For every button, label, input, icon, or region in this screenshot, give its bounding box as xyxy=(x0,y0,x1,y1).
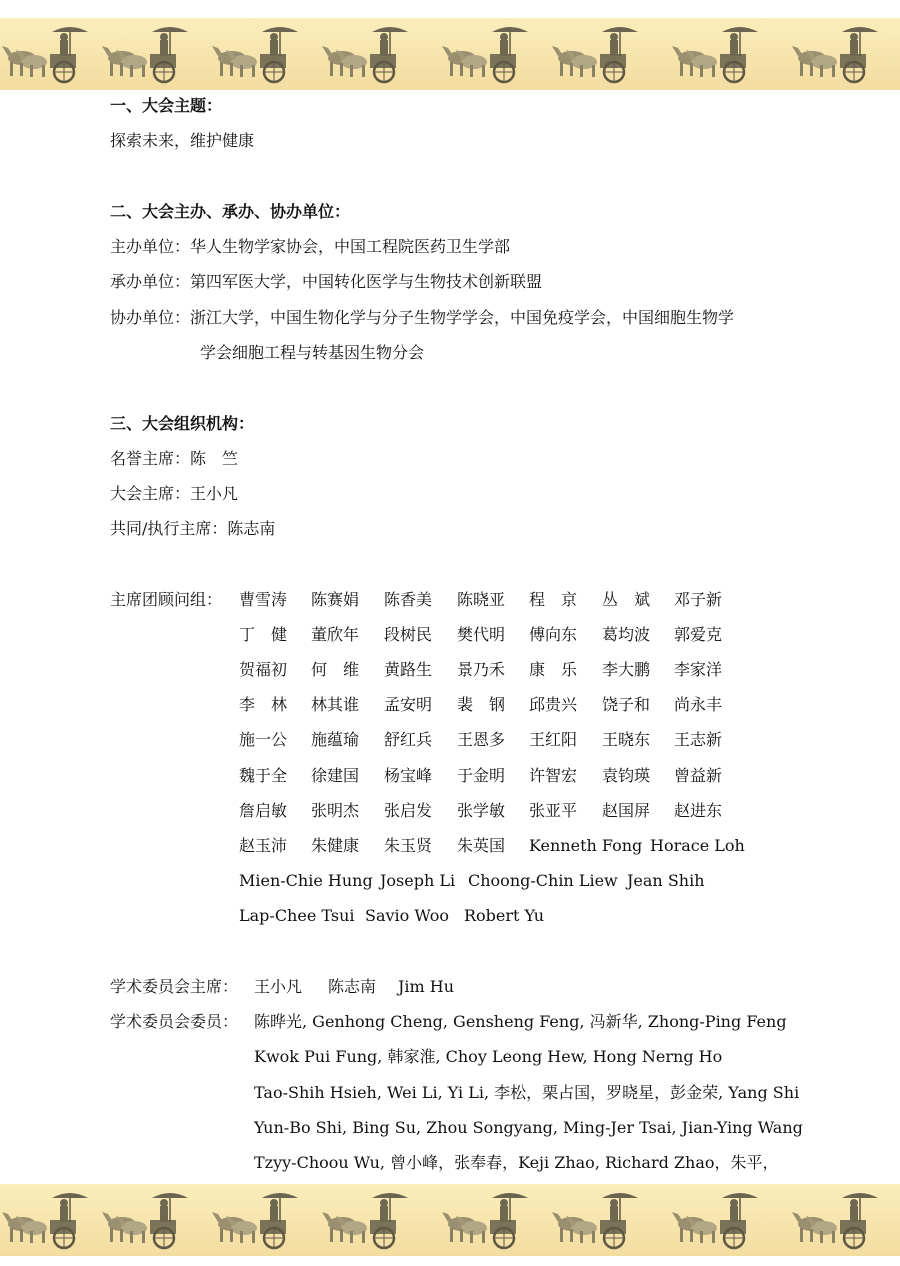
advisory-member-name: 程 京 xyxy=(529,590,578,609)
co-chair-row xyxy=(110,519,275,539)
advisory-member-name: 李 林 xyxy=(239,695,288,714)
advisory-member-name: Choong-Chin Liew xyxy=(468,871,618,890)
advisory-member-name: 景乃禾 xyxy=(457,660,506,679)
conference-chair-label: 大会主席： xyxy=(110,484,191,503)
organizer-units-row xyxy=(110,272,542,292)
co-organizer-value-line1: 浙江大学，中国生物化学与分子生物学学会，中国免疫学会，中国细胞生物学 xyxy=(190,308,735,327)
advisory-member-name: 林其谁 xyxy=(311,695,360,714)
advisory-member-name: 邓子新 xyxy=(674,590,723,609)
academic-member-line: Tao-Shih Hsieh, Wei Li, Yi Li, 李松，栗占国，罗晓星，彭金荣, Yang Shi xyxy=(254,1083,800,1102)
advisory-member-name: 李大鹏 xyxy=(602,660,651,679)
advisory-member-name: 张明杰 xyxy=(311,801,360,820)
academic-chair-row xyxy=(110,977,238,997)
advisory-member-name: 施一公 xyxy=(239,730,288,749)
co-chair-label: 共同/执行主席： xyxy=(110,519,228,538)
academic-member-line: Tzyy-Choou Wu, 曾小峰，张奉春，Keji Zhao, Richard Zhao，朱平， xyxy=(254,1153,779,1172)
advisory-member-name: 郭爱克 xyxy=(674,625,723,644)
advisory-group-label: 主席团顾问组： xyxy=(110,590,223,609)
academic-member-line: Yun-Bo Shi, Bing Su, Zhou Songyang, Ming-Jer Tsai, Jian-Ying Wang xyxy=(254,1118,803,1137)
advisory-member-name: 赵玉沛 xyxy=(239,836,288,855)
section3-heading: 三、大会组织机构： xyxy=(110,414,255,433)
advisory-member-name: 王志新 xyxy=(674,730,723,749)
host-units-row xyxy=(110,237,510,257)
academic-member-line: 陈晔光, Genhong Cheng, Gensheng Feng, 冯新华, Zhong-Ping Feng xyxy=(254,1012,787,1031)
co-chair-value: 陈志南 xyxy=(227,519,276,538)
advisory-member-name: 曹雪涛 xyxy=(239,590,288,609)
section1-heading: 一、大会主题： xyxy=(110,96,223,115)
advisory-member-name: 黄路生 xyxy=(384,660,433,679)
advisory-member-name: 舒红兵 xyxy=(384,730,433,749)
advisory-member-name: 康 乐 xyxy=(529,660,578,679)
advisory-member-name: 贺福初 xyxy=(239,660,288,679)
advisory-member-name: 裴 钢 xyxy=(457,695,506,714)
host-label: 主办单位： xyxy=(110,237,191,256)
advisory-member-name: 尚永丰 xyxy=(674,695,723,714)
advisory-member-name: Horace Loh xyxy=(650,836,745,855)
advisory-member-name: 朱健康 xyxy=(311,836,360,855)
advisory-member-name: 王晓东 xyxy=(602,730,651,749)
organizer-label: 承办单位： xyxy=(110,272,191,291)
advisory-member-name: Lap-Chee Tsui xyxy=(239,906,355,925)
conference-chair-value: 王小凡 xyxy=(190,484,239,503)
honorary-chair-label: 名誉主席： xyxy=(110,449,191,468)
conference-chair-row xyxy=(110,484,238,504)
advisory-member-name: 于金明 xyxy=(457,766,506,785)
co-organizer-value-line2: 学会细胞工程与转基因生物分会 xyxy=(200,343,425,362)
advisory-member-name: 樊代明 xyxy=(457,625,506,644)
advisory-member-name: 詹启敏 xyxy=(239,801,288,820)
advisory-member-name: 曾益新 xyxy=(674,766,723,785)
advisory-member-name: 魏于全 xyxy=(239,766,288,785)
advisory-member-name: 丛 斌 xyxy=(602,590,651,609)
advisory-member-name: 董欣年 xyxy=(311,625,360,644)
host-value: 华人生物学家协会，中国工程院医药卫生学部 xyxy=(190,237,511,256)
advisory-member-name: 陈赛娟 xyxy=(311,590,360,609)
co-organizer-label: 协办单位： xyxy=(110,308,191,327)
advisory-member-name: 赵进东 xyxy=(674,801,723,820)
advisory-member-name: Mien-Chie Hung xyxy=(239,871,373,890)
advisory-member-name: 傅向东 xyxy=(529,625,578,644)
section2-heading: 二、大会主办、承办、协办单位： xyxy=(110,202,351,221)
advisory-member-name: 葛均波 xyxy=(602,625,651,644)
advisory-member-name: 王红阳 xyxy=(529,730,578,749)
footer-decorative-band xyxy=(0,1184,900,1256)
advisory-member-name: 饶子和 xyxy=(602,695,651,714)
advisory-member-name: 王恩多 xyxy=(457,730,506,749)
academic-chair-name: Jim Hu xyxy=(398,977,455,996)
advisory-member-name: 李家洋 xyxy=(674,660,723,679)
advisory-member-name: 张学敏 xyxy=(457,801,506,820)
honorary-chair-row xyxy=(110,449,238,469)
advisory-member-name: Joseph Li xyxy=(380,871,456,890)
organizer-value: 第四军医大学，中国转化医学与生物技术创新联盟 xyxy=(190,272,543,291)
advisory-member-name: 朱玉贤 xyxy=(384,836,433,855)
academic-chair-name: 陈志南 xyxy=(328,977,377,996)
advisory-member-name: 杨宝峰 xyxy=(384,766,433,785)
advisory-member-name: 赵国屏 xyxy=(602,801,651,820)
advisory-member-name: 徐建国 xyxy=(311,766,360,785)
honorary-chair-value: 陈 竺 xyxy=(190,449,239,468)
advisory-member-name: 施蕴瑜 xyxy=(311,730,360,749)
advisory-member-name: 许智宏 xyxy=(529,766,578,785)
co-organizer-units-row xyxy=(110,308,734,328)
advisory-member-name: 何 维 xyxy=(311,660,360,679)
academic-member-label: 学术委员会委员： xyxy=(110,1012,239,1031)
advisory-member-name: Robert Yu xyxy=(464,906,545,925)
advisory-member-name: Kenneth Fong xyxy=(529,836,643,855)
academic-chair-label: 学术委员会主席： xyxy=(110,977,239,996)
advisory-member-name: 袁钧瑛 xyxy=(602,766,651,785)
advisory-member-name: 丁 健 xyxy=(239,625,288,644)
advisory-member-name: 朱英国 xyxy=(457,836,506,855)
advisory-member-name: 陈晓亚 xyxy=(457,590,506,609)
conference-theme: 探索未来，维护健康 xyxy=(110,131,255,150)
advisory-member-name: 段树民 xyxy=(384,625,433,644)
advisory-member-name: 张启发 xyxy=(384,801,433,820)
academic-member-line: Kwok Pui Fung, 韩家淮, Choy Leong Hew, Hong Nerng Ho xyxy=(254,1047,723,1066)
academic-chair-name: 王小凡 xyxy=(254,977,303,996)
advisory-member-name: 邱贵兴 xyxy=(529,695,578,714)
advisory-member-name: 陈香美 xyxy=(384,590,433,609)
advisory-member-name: 张亚平 xyxy=(529,801,578,820)
chariot-pattern-bottom xyxy=(0,1184,900,1256)
advisory-member-name: Savio Woo xyxy=(365,906,449,925)
advisory-member-name: Jean Shih xyxy=(627,871,705,890)
advisory-member-name: 孟安明 xyxy=(384,695,433,714)
